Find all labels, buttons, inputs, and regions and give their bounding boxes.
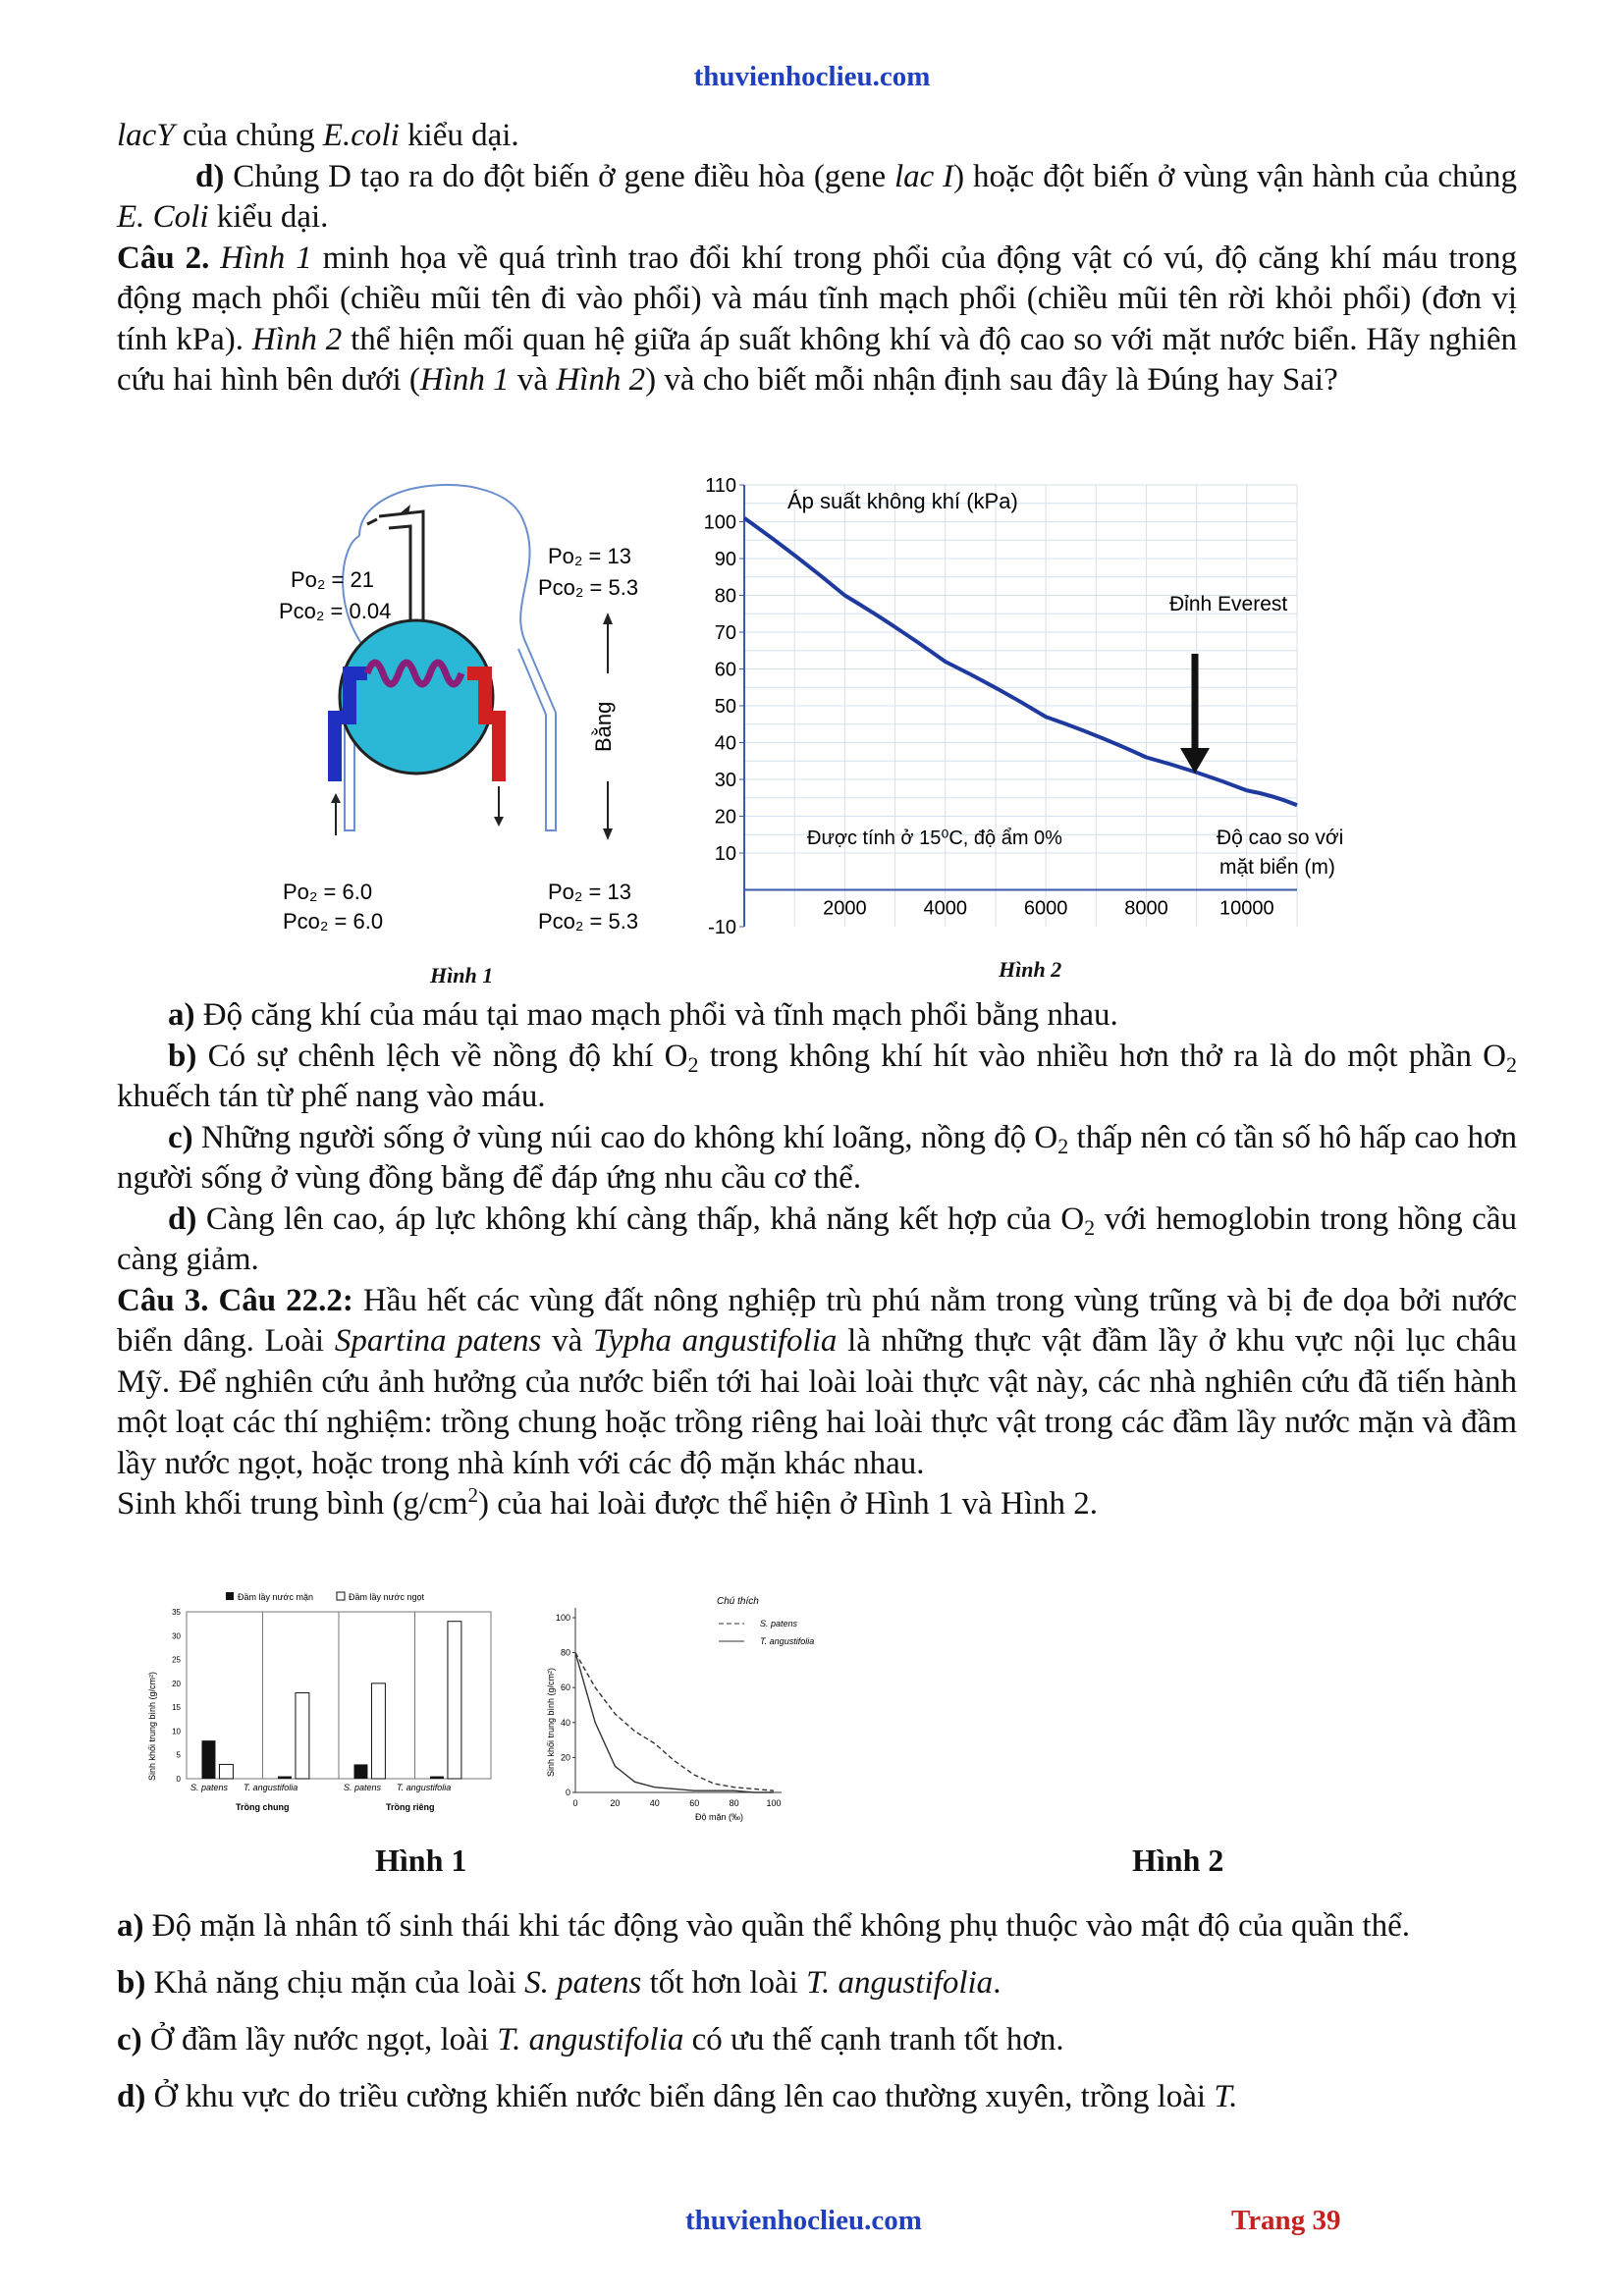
ecoli-term: E. Coli [117,199,209,235]
option-text: thấp nên có tần số hô hấp cao hơn người sống ở vùng đồng bằng để đáp ứng nhu cầu cơ thể. [117,1119,1517,1196]
y-tick-label: 20 [172,1679,181,1688]
intro-line1 [117,116,1517,157]
bar-ylabel: Sinh khối trung bình (g/cm²) [147,1671,157,1781]
y-tick-label: 0 [565,1788,570,1797]
option-text: Chủng D tạo ra do đột biến ở gene điều hòa (gene [224,158,894,194]
option-text: Độ căng khí của máu tại mao mạch phổi và tĩnh mạch phổi bằng nhau. [194,997,1118,1033]
footer-page: Trang 39 [1231,2205,1341,2236]
bar-cat2: T. angustifolia [244,1783,298,1792]
intro-d [117,157,1517,239]
y-tick-label: 15 [172,1703,181,1713]
fig-ref: Hình 1 [419,362,510,398]
pco2-art-label: Pco₂ = 6.0 [283,909,384,934]
po2-art-label: Po₂ = 6.0 [283,880,373,904]
q3-stem [117,1281,1517,1485]
option-text: tốt hơn loài [641,1965,807,2001]
option-text: kiểu dại. [208,199,329,235]
subscript: 2 [1084,1214,1096,1240]
subscript: 2 [1057,1133,1069,1158]
subscript: 2 [687,1051,699,1077]
y-tick-label: 80 [714,585,736,608]
subscript: 2 [1506,1051,1517,1077]
pressure-chart [693,457,1344,956]
pressure-note: Được tính ở 15⁰C, độ ẩm 0% [807,828,1062,849]
species-name: T. [1214,2079,1238,2114]
option-text: Ở khu vực do triều cường khiến nước biển dâng lên cao thường xuyên, trồng loài [145,2079,1215,2114]
q3-options [117,1906,1517,2117]
option-text: Ở đầm lầy nước ngọt, loài [141,2022,498,2057]
x-tick-label: 60 [689,1798,700,1808]
q3-fig1-caption: Hình 1 [375,1842,467,1878]
option-text: khuếch tán từ phế nang vào máu. [117,1079,546,1114]
footer-site[interactable]: thuvienhoclieu.com [685,2205,922,2236]
lacy-term: lacY [117,118,175,153]
option-label: d) [195,158,225,194]
y-tick-label: 110 [705,475,736,497]
question-text: Sinh khối trung bình (g/cm [117,1486,468,1522]
pressure-xlabel1: Độ cao so với [1217,827,1344,849]
y-tick-label: 0 [176,1775,181,1784]
bar-cat1: S. patens [190,1783,229,1792]
option-text: với hemoglobin trong hồng cầu càng giảm. [117,1201,1517,1277]
y-tick-label: -10 [708,917,736,938]
bar-fresh [219,1764,233,1779]
y-tick-label: 90 [714,549,736,570]
option-label: a) [168,997,195,1033]
everest-label [1169,593,1287,615]
sal-legend-title: Chú thích [717,1596,759,1607]
option-text: Có sự chênh lệch về nồng độ khí O [196,1038,688,1074]
x-tick-label: 20 [610,1798,621,1808]
fig-ref: Hình 2 [251,321,343,357]
pco2-top-label: Pco₂ = 5.3 [538,575,639,600]
question-text: ) và cho biết mỗi nhận định sau đây là Đúng hay Sai? [645,362,1338,398]
y-tick-label: 35 [172,1608,181,1617]
x-tick-label: 0 [572,1798,578,1808]
option-label: b) [117,1965,146,2001]
option-text: trong không khí hít vào nhiều hơn thở ra là do một phần O [698,1038,1506,1074]
sal-xlabel: Độ mặn (‰) [695,1812,744,1822]
y-tick-label: 25 [172,1655,181,1665]
y-tick-label: 50 [714,696,736,718]
pressure-caption: Hình 2 [999,957,1062,982]
question-label: Câu 2. [117,240,210,276]
bar-group2: Trồng riêng [386,1802,435,1812]
q2-option-c [117,1118,1517,1200]
y-tick-label: 100 [555,1613,570,1623]
q3-option-a [117,1906,1517,1947]
q3-biomass-line [117,1484,1517,1525]
x-tick-label: 4000 [923,897,967,920]
fig-ref: Hình 1 [220,240,312,276]
option-text: Càng lên cao, áp lực không khí càng thấp, khả năng kết hợp của O [196,1201,1085,1237]
question-text: là những thực vật đầm lầy ở khu vực nội lục châu Mỹ. Để nghiên cứu ảnh hưởng của nước biển tới hai loài loài thực vật này, các nhà nghiên cứu đã tiến hành một loạt các thí nghiệm: trồng chung hoặc trồng riêng hai loài thực vật trong các đầm lầy nước mặn và đầm lầy nước ngọt, hoặc trong nhà kính với các độ mặn khác nhau. [117,1323,1517,1481]
y-tick-label: 10 [714,843,736,865]
bar-salt [278,1777,292,1779]
lung-diagram [261,457,672,952]
intro-text: kiểu dại. [399,118,519,153]
header-site[interactable]: thuvienhoclieu.com [693,61,931,92]
option-label: c) [168,1119,193,1155]
everest-text: Đỉnh Everest [1169,593,1288,615]
y-tick-label: 30 [172,1631,181,1641]
x-tick-label: 40 [649,1798,660,1808]
species-name: Spartina patens [334,1323,542,1359]
y-tick-label: 60 [714,659,736,681]
question-label: Câu 3. Câu 22.2: [117,1282,353,1318]
y-tick-label: 60 [560,1682,570,1693]
po2-top-label: Po₂ = 13 [548,544,631,568]
y-tick-label: 80 [560,1647,570,1658]
x-tick-label: 6000 [1023,897,1068,920]
y-tick-label: 10 [172,1727,181,1736]
question-text: và [509,362,557,398]
pco2-air-label: Pco₂ = 0.04 [279,599,392,623]
ecoli-term: E.coli [322,118,400,153]
y-tick-label: 40 [560,1717,570,1728]
option-text: có ưu thế cạnh tranh tốt hơn. [683,2022,1064,2057]
q3-option-b [117,1963,1517,2003]
pressure-xlabel2: mặt biển (m) [1219,856,1335,879]
q2-stem [117,239,1517,401]
q3-option-d [117,2077,1517,2117]
y-tick-label: 5 [176,1750,181,1760]
q3-option-c [117,2020,1517,2060]
question-text: ) của hai loài được thể hiện ở Hình 1 và Hình 2. [478,1486,1099,1522]
y-tick-label: 20 [560,1752,570,1763]
q2-option-a [117,995,1517,1037]
salinity-line-chart [538,1590,882,1826]
option-text: . [993,1965,1001,2001]
bar-salt [430,1777,444,1779]
option-text: Khả năng chịu mặn của loài [145,1965,525,2001]
question-text: Hầu hết các vùng đất nông nghiệp trù phú nằm trong vùng trũng và bị đe dọa bởi nước biển dâng. Loài [117,1282,1518,1359]
bar-fresh [371,1683,385,1779]
x-tick-label: 100 [766,1798,782,1808]
sal-legend-s: S. patens [760,1619,798,1629]
intro-text: của chủng [174,118,323,153]
superscript: 2 [467,1483,478,1507]
option-text: ) hoặc đột biến ở vùng vận hành của chủng [953,158,1517,194]
q2-option-d [117,1200,1517,1281]
laci-term: lac I [893,158,954,194]
biomass-bar-chart [135,1584,499,1820]
q2-option-b [117,1037,1517,1118]
lung-caption: Hình 1 [430,963,494,988]
y-tick-label: 70 [714,622,736,644]
bar-fresh [448,1622,461,1779]
x-tick-label: 80 [729,1798,739,1808]
question-text: và [541,1323,593,1359]
q3-fig2-caption: Hình 2 [1132,1842,1224,1878]
intro-block [117,116,1517,401]
sal-ylabel: Sinh khối trung bình (g/cm²) [546,1667,556,1777]
po2-air-label: Po₂ = 21 [291,567,374,592]
option-label: b) [168,1038,197,1074]
species-name: T. angustifolia [497,2022,684,2057]
y-tick-label: 30 [714,770,736,791]
fig-ref: Hình 2 [556,362,646,398]
y-tick-label: 100 [703,511,736,534]
pressure-ylabel: Áp suất không khí (kPa) [787,489,1018,513]
pco2-ven-label: Pco₂ = 5.3 [538,909,639,934]
bar-fresh [296,1693,309,1779]
y-tick-label: 40 [714,732,736,755]
species-name: S. patens [524,1965,642,2001]
option-text: Độ mặn là nhân tố sinh thái khi tác động vào quần thể không phụ thuộc vào mật độ của quần thể. [143,1908,1410,1944]
species-name: T. angustifolia [806,1965,994,2001]
option-text: Những người sống ở vùng núi cao do không khí loãng, nồng độ O [192,1119,1058,1155]
question-text: minh họa về quá trình trao đổi khí trong phổi của động vật có vú, độ căng khí máu trong động mạch phổi (chiều mũi tên đi vào phổi) và máu tĩnh mạch phổi (chiều mũi tên rời khỏi phổi) (đơn vị tính kPa). [117,240,1518,357]
y-tick-label: 20 [714,806,736,828]
x-tick-label: 2000 [823,897,867,920]
legend-salt: Đầm lầy nước mặn [238,1592,313,1602]
species-name: Typha angustifolia [592,1323,838,1359]
question-text: thể hiện mối quan hệ giữa áp suất không khí và độ cao so với mặt nước biển. Hãy nghiên cứu hai hình bên dưới ( [117,321,1518,398]
bar-group1: Trồng chung [236,1802,290,1812]
bar-cat3: S. patens [344,1783,382,1792]
po2-ven-label: Po₂ = 13 [548,880,631,904]
equal-label: Bằng [591,701,616,752]
legend-fresh: Đầm lầy nước ngọt [349,1592,424,1602]
q2-options [117,995,1517,1525]
option-label: d) [168,1201,197,1237]
option-label: c) [117,2022,142,2057]
bar-salt [354,1764,368,1779]
bar-cat4: T. angustifolia [397,1783,452,1792]
option-label: a) [117,1908,144,1944]
x-tick-label: 10000 [1219,897,1274,920]
option-label: d) [117,2079,146,2114]
bar-salt [202,1740,216,1779]
sal-legend-t: T. angustifolia [760,1636,815,1646]
x-tick-label: 8000 [1124,897,1168,920]
